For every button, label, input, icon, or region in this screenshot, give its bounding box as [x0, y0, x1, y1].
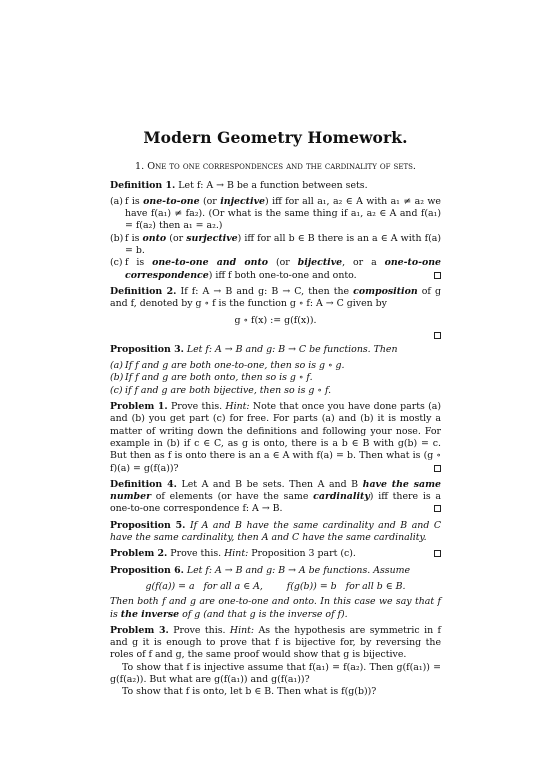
item-marker: (c) [110, 257, 123, 269]
definition-4 [110, 479, 441, 516]
term-the-inverse: the inverse [120, 608, 180, 620]
definition-4-text: of elements (or have the same [151, 491, 314, 503]
definition-4-text: ) iff there is a one-to-one correspondence f: A → B. [110, 491, 441, 515]
item-text: If f and g are both onto, then so is g ∘ f. [125, 372, 313, 384]
proposition-3-item [110, 372, 441, 384]
qed-symbol [434, 503, 441, 515]
item-marker: (c) [110, 384, 123, 396]
item-marker: (a) [110, 360, 123, 372]
term-injective: injective [220, 195, 265, 207]
section-heading: 1. One to one correspondences and the cardinality of sets. [135, 161, 416, 173]
item-marker: (b) [110, 232, 124, 244]
problem-1-text: Prove this. [170, 401, 226, 413]
problem-3-paragraph: To show that f is injective assume that f(a₁) = f(a₂). Then g(f(a₁)) = g(f(a₂)). But what are g(f(a₁)) and g(f(a₁))? [110, 661, 441, 685]
problem-1-text: Note that once you have done parts (a) and (b) you get part (c) for free. For parts (a) and (b) it is mostly a matter of writing down the definitions and following your nose. For example in (b) if c ∈ C, as g is onto, there is a b ∈ B with g(b) = c. But then as f is onto there is an a ∈ A with f(a) = b. Then what is (g ∘ f)(a) = g(f(a))? [110, 401, 442, 474]
term-surjective: surjective [186, 232, 238, 244]
problem-3-paragraph: To show that f is onto, let b ∈ B. Then what is f(g(b))? [122, 686, 377, 698]
term-one-to-one: one-to-one [143, 195, 200, 207]
proposition-5 [110, 520, 441, 545]
definition-4-text: Let A and B be sets. Then A and B [181, 478, 363, 490]
item-text: ) iff for all a₁, a₂ ∈ A with a₁ ≠ a₂ we have f(a₁) ≠ fa₂). (Or what is the same thing if a₁, a₂ ∈ A and f(a₁) = f(a₂) then a₁ = a₂.) [125, 195, 441, 232]
problem-3-text: Prove this. [173, 624, 230, 636]
definition-2-end [110, 330, 441, 340]
item-text: if f and g are both bijective, then so is g ∘ f. [125, 384, 332, 396]
definition-1-item-c [110, 257, 441, 282]
hint-label: Hint: [225, 401, 250, 413]
proposition-5-label: Proposition 5. [110, 519, 186, 531]
qed-symbol [434, 270, 441, 282]
item-text: f is [125, 195, 144, 207]
definition-1 [110, 180, 441, 192]
definition-1-items [110, 196, 441, 282]
proposition-6-text: of g (and that g is the inverse of f). [179, 608, 348, 620]
proposition-6 [110, 565, 441, 577]
item-text: ) iff for all b ∈ B there is an a ∈ A with f(a) = b. [125, 232, 441, 257]
proposition-6-intro: Let f: A → B and g: B → A be functions. Assume [186, 564, 411, 576]
problem-3-label: Problem 3. [110, 624, 169, 636]
item-text: ) iff f both one-to-one and onto. [208, 269, 357, 281]
item-text: , or a [342, 257, 385, 269]
page-title: Modern Geometry Homework. [143, 128, 408, 147]
proposition-5-text: If A and B have the same cardinality and B and C have the same cardinality, then A and C have the same cardinality. [110, 519, 442, 544]
term-composition: composition [353, 285, 418, 297]
item-text: f is [125, 232, 143, 244]
definition-1-label: Definition 1. [110, 179, 176, 191]
problem-1 [110, 401, 441, 475]
definition-1-intro: Let f: A → B be a function between sets. [178, 179, 368, 191]
hint-label: Hint: [229, 624, 255, 636]
item-text: f is [125, 257, 153, 269]
qed-symbol [434, 330, 441, 342]
proposition-6-text: Then both f and g are one-to-one and onto. In this case we say that f is [110, 596, 441, 620]
proposition-3-intro: Let f: A → B and g: B → C be functions. Then [186, 343, 398, 355]
term-cardinality: cardinality [313, 491, 370, 503]
definition-2 [110, 286, 441, 311]
proposition-3-item [110, 360, 441, 372]
term-same-number: have the same number [110, 478, 441, 503]
proposition-6-label: Proposition 6. [110, 564, 184, 576]
definition-2-label: Definition 2. [110, 285, 177, 297]
definition-4-label: Definition 4. [110, 478, 177, 490]
item-marker: (b) [110, 372, 124, 384]
item-text: (or [199, 195, 221, 207]
item-text: (or [166, 232, 187, 244]
definition-1-item-a [110, 196, 441, 233]
hint-label: Hint: [224, 548, 249, 560]
problem-3 [110, 625, 441, 662]
proposition-3-items [110, 360, 441, 397]
term-one-to-one-correspondence: one-to-one correspondence [125, 257, 441, 281]
proposition-6-conclusion [110, 596, 441, 621]
qed-symbol [434, 548, 441, 560]
proposition-3-item [110, 385, 441, 397]
inverse-condition-formula: g(f(a)) = a for all a ∈ A, f(g(b)) = b for all b ∈ B. [145, 580, 406, 592]
qed-symbol [434, 463, 441, 475]
problem-2 [110, 548, 441, 560]
definition-2-text: of g and f, denoted by g ∘ f is the function g ∘ f: A → C given by [110, 285, 441, 310]
definition-2-text: If f: A → B and g: B → C, then the [180, 285, 354, 297]
problem-2-label: Problem 2. [110, 548, 168, 560]
definition-1-item-b [110, 233, 441, 258]
composition-formula: g ∘ f(x) := g(f(x)). [234, 314, 317, 326]
term-bijective: bijective [297, 257, 343, 269]
proposition-3-label: Proposition 3. [110, 343, 184, 355]
term-one-to-one-and-onto: one-to-one and onto [152, 257, 269, 269]
problem-2-text: Proposition 3 part (c). [248, 548, 356, 560]
item-text: If f and g are both one-to-one, then so is g ∘ g. [125, 360, 345, 372]
problem-1-label: Problem 1. [110, 401, 168, 413]
item-marker: (a) [110, 195, 123, 207]
proposition-3 [110, 344, 441, 356]
item-text: (or [268, 257, 298, 269]
problem-2-text: Prove this. [170, 548, 225, 560]
problem-3-text: As the hypothesis are symmetric in f and g it is enough to prove that f is bijective for, by reversing the roles of f and g, the same proof would show that g is bijective. [110, 624, 442, 661]
term-onto: onto [142, 232, 167, 244]
